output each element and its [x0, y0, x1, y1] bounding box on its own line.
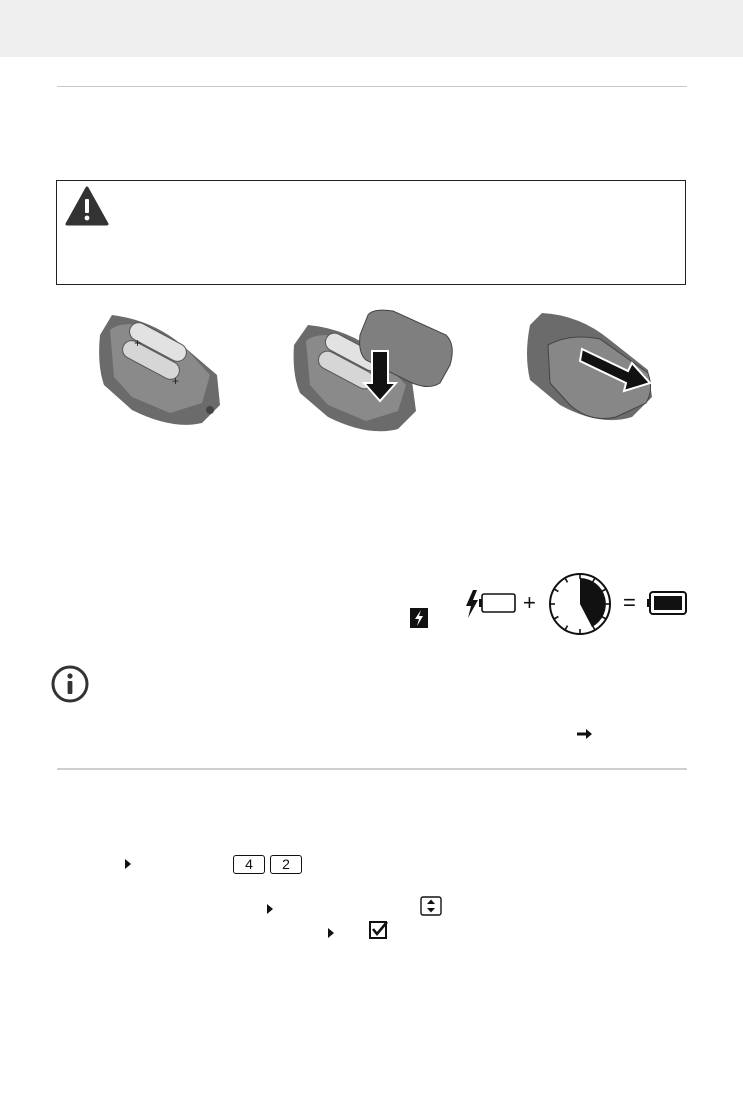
arrow-right-icon: [577, 728, 593, 740]
up-down-nav-icon: [420, 896, 442, 916]
equation-equals: =: [623, 590, 636, 615]
photo-insert-cover: [288, 305, 458, 440]
menu-arrow-icon: [328, 928, 334, 938]
empty-battery-icon: [482, 594, 515, 612]
header-band: [0, 0, 743, 57]
photo-slide-cover: [520, 305, 660, 440]
top-divider: [57, 86, 687, 87]
clock-dial-icon: [550, 574, 610, 634]
svg-text:+: +: [134, 336, 142, 350]
charge-lightning-icon: [466, 590, 478, 618]
warning-box: [56, 180, 686, 285]
key-4: 4: [233, 855, 265, 874]
menu-arrow-icon: [267, 904, 273, 914]
photo-battery-compartment: [92, 305, 224, 440]
menu-arrow-icon: [125, 859, 131, 869]
section-divider: [57, 768, 687, 770]
charge-bolt-icon: [410, 608, 428, 628]
info-circle-icon: [50, 664, 90, 704]
key-2: 2: [270, 855, 302, 874]
charging-diagram: [460, 572, 692, 640]
checkbox-checked-icon: [369, 920, 389, 940]
svg-text:+: +: [172, 374, 180, 388]
warning-triangle-icon: [64, 184, 110, 230]
equation-plus: +: [523, 590, 536, 615]
